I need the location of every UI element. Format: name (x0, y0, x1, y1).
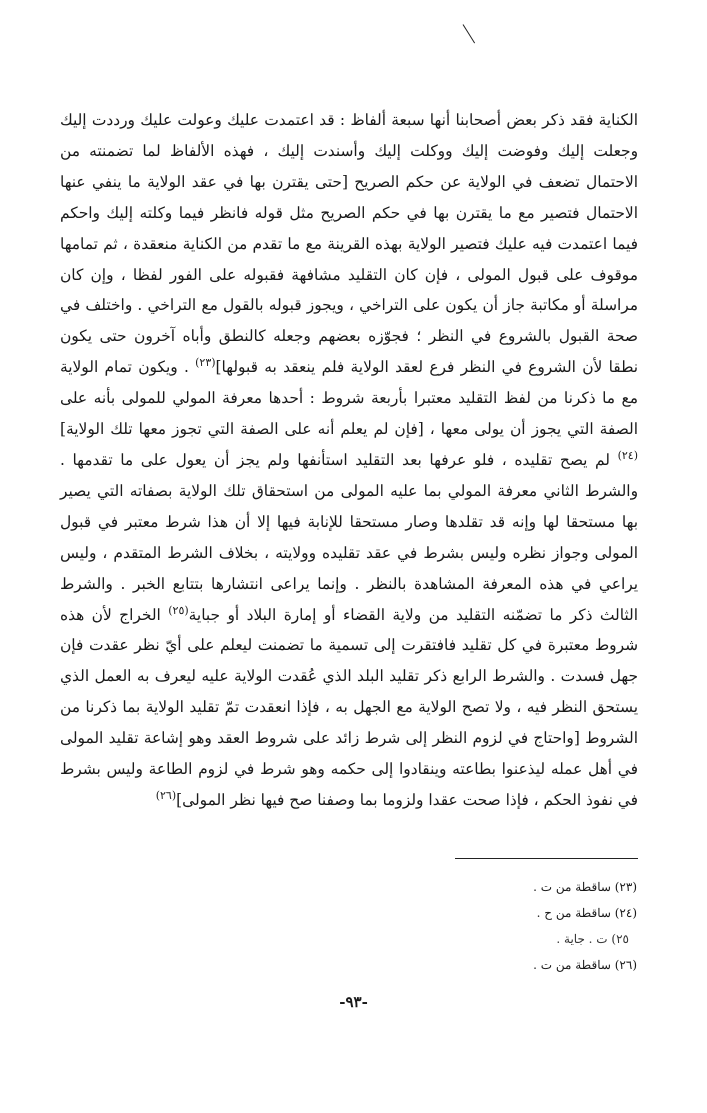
text-line: انتشارها بتتابع الخبر . والشرط الثالث ذكر ما تضمّنه التقليد من ولاية القضاء أو إمارة البلاد أو (60, 574, 638, 624)
body-text (60, 105, 638, 816)
text-line: تقليد الولاية بما ذكرنا من الشروط [واحتاج في لزوم النظر إلى شرط زائد على شروط العقد وهو (60, 698, 638, 748)
text-line: الكناية فقد ذكر بعض أصحابنا أنها سبعة ألفاظ : قد اعتمدت عليك وعولت عليك ورددت (91, 111, 638, 129)
page-number: -٩٣- (339, 993, 368, 1011)
text-line: من استحقاق تلك الولاية بصفاته التي يصير بها مستحقا لها وإنه قد تقلدها وصار مستحقا (60, 481, 638, 531)
text-line: اعتمدت فيه عليك فتصير الولاية بهذه القرينة مع ما تقدم من الكناية منعقدة ، ثم تمامها موقوف (60, 234, 638, 284)
footnote-divider (455, 858, 638, 859)
text-line: ليعرف به العمل الذي يستحق النظر فيه ، ولا تصح الولاية مع الجهل به ، فإذا انعقدت تمّ (60, 667, 638, 717)
text-line: لم يصح تقليده ، فلو عرفها (429, 450, 618, 469)
footnote-ref-24: (٢٤) (617, 448, 638, 462)
text-line: جباية (188, 605, 221, 624)
text-line: وليس بشرط في نفوذ الحكم ، فإذا صحت عقدا ولزوما بما وصفنا صح فيها نظر المولى] (60, 760, 638, 809)
text-line: بالشروع في النظر ؛ فجوّزه بعضهم وجعله كالنطق وأباه آخرون حتى يكون نطقا لأن الشروع (60, 327, 638, 377)
text-line: إليك وجعلت إليك وفوضت إليك ووكلت إليك وأسندت إليك ، فهذه الألفاظ لما تضمنته من (60, 111, 638, 160)
text-line: بعد التقليد استأنفها ولم يجز أن يعول على ما تقدمها . والشرط الثاني معرفة المولي بما عليه المولى (60, 450, 639, 500)
text-line: . ويكون تمام الولاية مع ما ذكرنا من لفظ (60, 358, 638, 408)
footnote-item: ٢٥) ت . جاية . (556, 932, 629, 946)
text-line: الخراج لأن هذه شروط معتبرة في كل تقليد فافتقرت إلى تسمية ما تضمنت ليعلم على (60, 605, 638, 655)
text-line: جاز أن يكون على التراخي ، ويجوز قبوله بالقول مع التراخي . واختلف في صحة القبول (60, 296, 638, 346)
text-line: الاحتمال تضعف في الولاية عن حكم الصريح [حتى يقترن بها في عقد الولاية ما ينفي عنها (60, 172, 638, 191)
footnote-ref-23: (٢٣) (195, 356, 216, 370)
text-line: في النظر فرع لعقد الولاية فلم ينعقد به قبولها] (215, 358, 522, 377)
text-line: التقليد معتبرا بأربعة شروط : أحدها معرفة المولي للمولى بأنه على الصفة التي يجوز أن يولى (60, 389, 638, 439)
footnote-item: (٢٤) ساقطة من ح . (536, 906, 637, 920)
text-line: للإنابة فيها إلا أن هذا شرط معتبر في قبول المولى وجواز نظره وليس بشرط في عقد تقليده (60, 512, 638, 562)
text-line: الاحتمال فتصير مع ما يقترن بها في حكم الصريح مثل قوله فانظر فيما وكلته إليك واحكم فيما (60, 203, 638, 253)
text-line: معها ، [فإن لم يعلم أنه على الصفة التي تجوز معها تلك الولاية] (60, 420, 469, 439)
text-line: على قبول المولى ، فإن كان التقليد مشافهة فقبوله على الفور لفظا ، وإن كان مراسلة أو مكاتبة (60, 265, 638, 315)
scan-mark (463, 24, 476, 43)
text-line: وولايته ، بخلاف الشرط المتقدم ، وليس يراعي في هذه المعرفة المشاهدة بالنظر . وإنما يراعى (60, 543, 638, 593)
footnote-item: (٢٦) ساقطة من ت . (533, 958, 637, 972)
footnotes-list (337, 874, 637, 978)
text-line: إشاعة تقليد المولى في أهل عمله ليذعنوا بطاعته وينقادوا إلى حكمه وهو شرط في لزوم الطاعة (60, 729, 638, 779)
text-line: أيّ نظر عقدت فإن جهل فسدت . والشرط الرابع ذكر تقليد البلد الذي عُقدت الولاية عليه (60, 636, 638, 686)
footnote-item: (٢٣) ساقطة من ت . (533, 880, 637, 894)
footnote-ref-26: (٢٦) (155, 788, 177, 802)
footnote-ref-25: (٢٥) (168, 603, 189, 617)
